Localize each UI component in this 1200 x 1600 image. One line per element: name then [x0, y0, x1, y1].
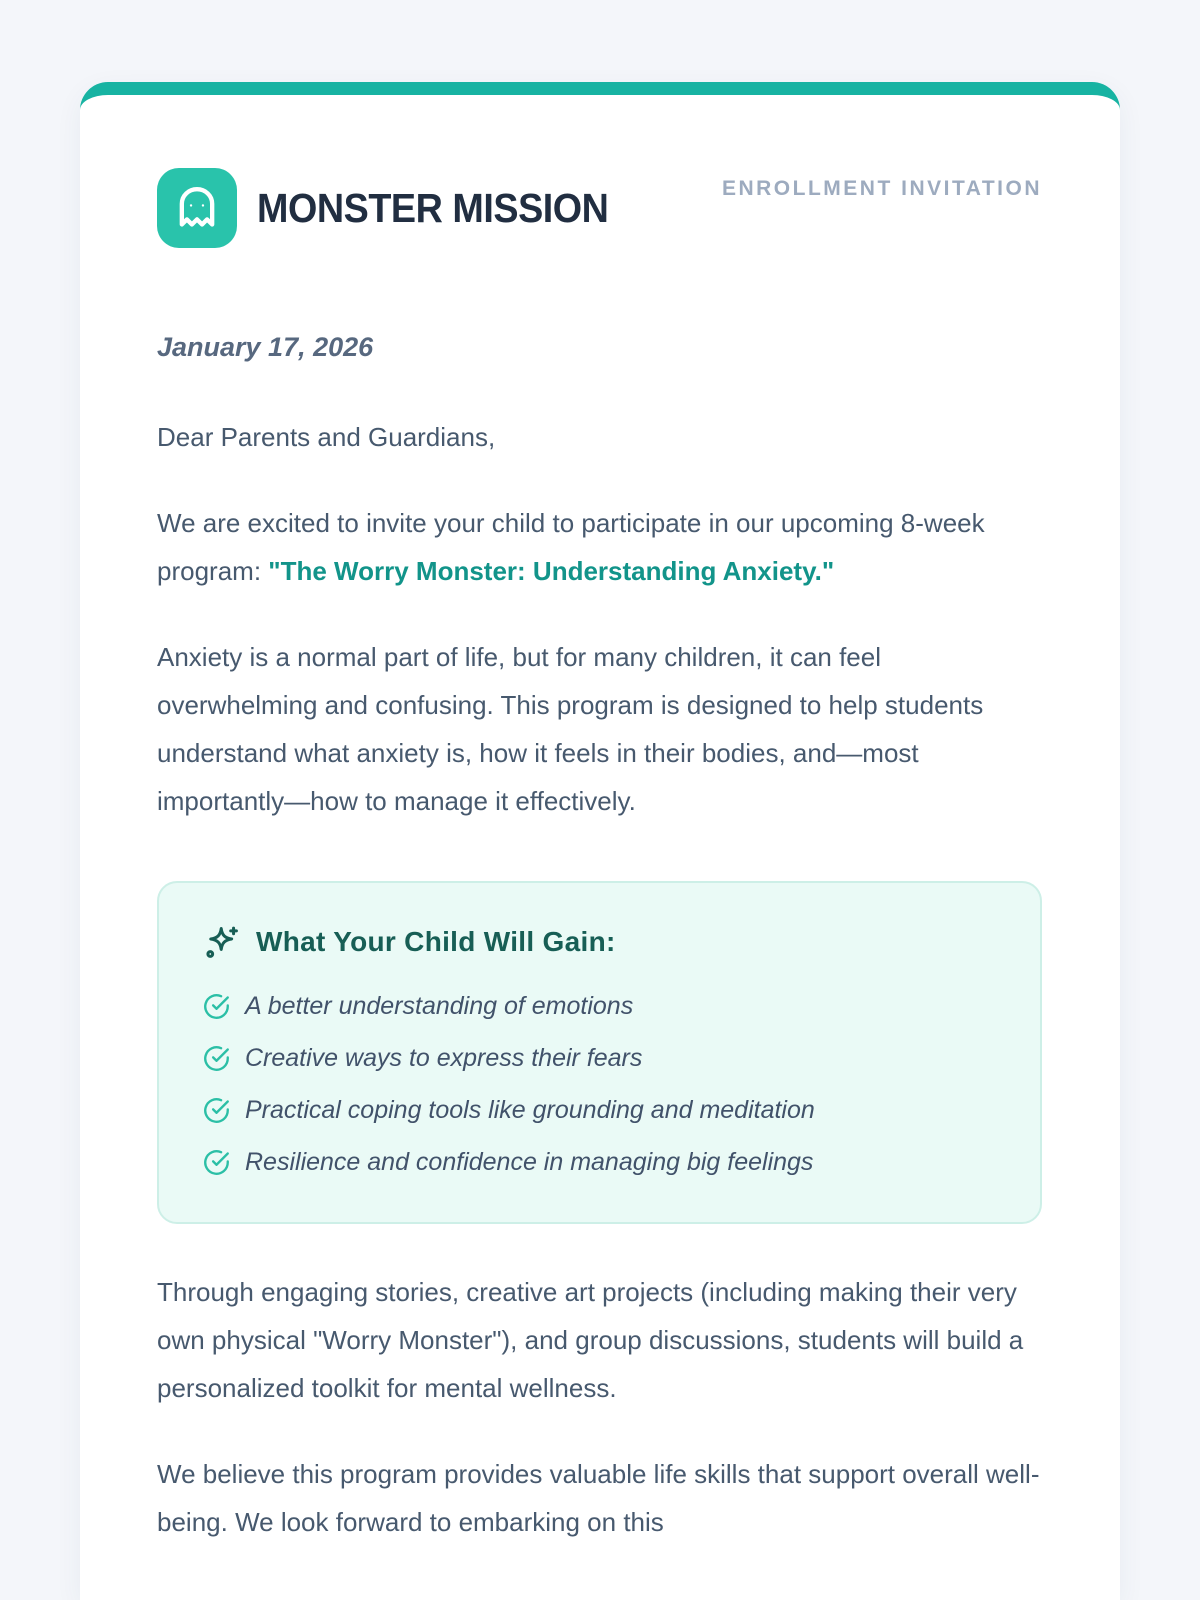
check-circle-icon — [203, 1045, 230, 1072]
brand-name: MONSTER MISSION — [257, 184, 609, 231]
letter-date: January 17, 2026 — [157, 332, 374, 362]
salutation: Dear Parents and Guardians, — [157, 422, 496, 452]
brand-logo — [157, 168, 237, 248]
letter-header — [157, 168, 1042, 248]
list-item — [203, 991, 1000, 1022]
closing-paragraph: We believe this program provides valuable life skills that support overall well-being. We look forward to embarking on this — [157, 1459, 1040, 1537]
benefits-box — [157, 881, 1042, 1224]
letter-card — [80, 82, 1120, 1600]
document-type-label: ENROLLMENT INVITATION — [721, 177, 1042, 200]
about-anxiety-paragraph: Anxiety is a normal part of life, but for many children, it can feel overwhelming and confusing. This program is designed to help students understand what anxiety is, how it feels in their bodies, and—most importantly—how to manage it effectively. — [157, 642, 984, 816]
check-circle-icon — [203, 993, 230, 1020]
list-item — [203, 1095, 1000, 1126]
list-item-text: Creative ways to express their fears — [245, 1044, 643, 1072]
list-item-text: Practical coping tools like grounding and meditation — [245, 1096, 815, 1124]
list-item — [203, 1147, 1000, 1178]
check-circle-icon — [203, 1097, 230, 1124]
program-title-highlight: "The Worry Monster: Understanding Anxiety." — [268, 556, 835, 586]
intro-text: We are excited to invite your child to participate in our upcoming 8-week program: — [157, 508, 985, 586]
benefits-title: What Your Child Will Gain: — [256, 926, 616, 957]
brand-group — [157, 168, 639, 248]
intro-paragraph — [157, 499, 1042, 595]
list-item — [203, 1043, 1000, 1074]
check-circle-icon — [203, 1149, 230, 1176]
program-activities-paragraph: Through engaging stories, creative art projects (including making their very own physical "Worry Monster"), and group discussions, students will build a personalized toolkit for mental wellness. — [157, 1277, 1024, 1403]
list-item-text: A better understanding of emotions — [245, 992, 634, 1020]
ghost-icon — [171, 180, 223, 237]
list-item-text: Resilience and confidence in managing big feelings — [245, 1148, 814, 1176]
sparkles-icon — [203, 923, 241, 961]
benefits-list — [203, 991, 1000, 1178]
benefits-title-row — [203, 923, 1000, 961]
